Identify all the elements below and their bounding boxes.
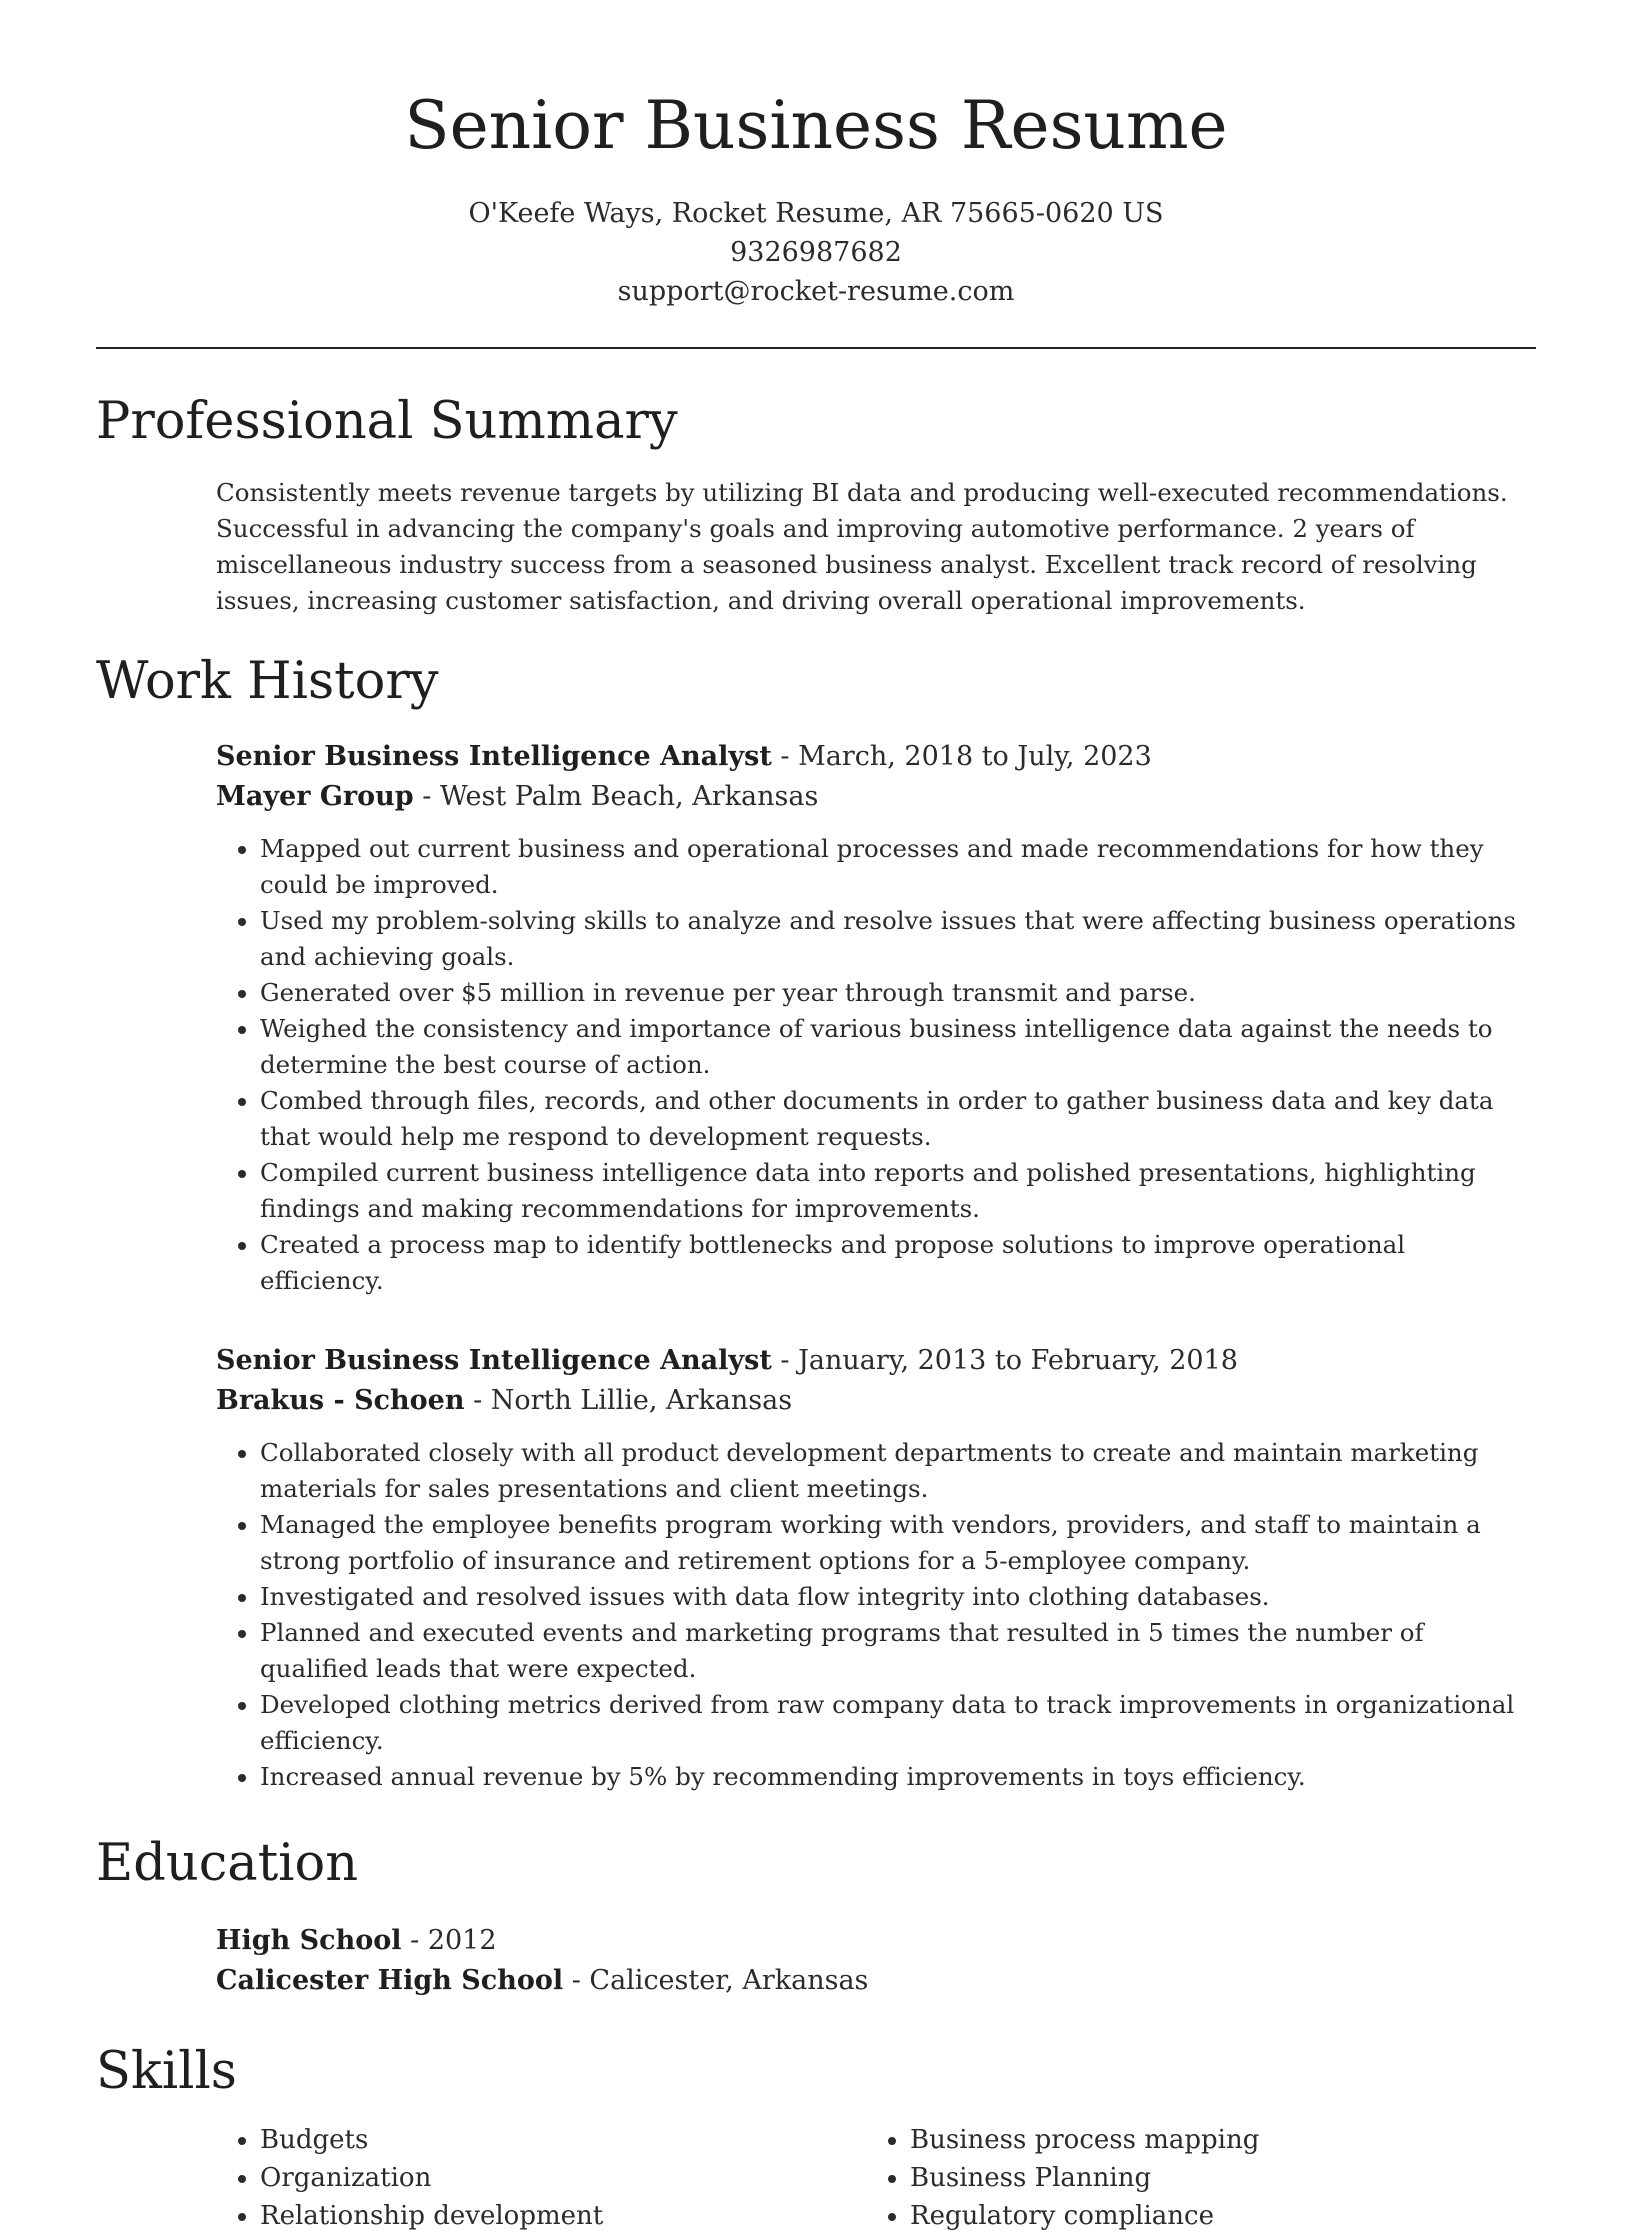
- job-dates: - January, 2013 to February, 2018: [771, 1345, 1238, 1376]
- job-company: Mayer Group: [216, 781, 414, 812]
- job-role: Senior Business Intelligence Analyst: [216, 741, 772, 772]
- summary-text: Consistently meets revenue targets by utilizing BI data and producing well-executed recommendations. Successful in advancing the company's goals and improving automotive performance. 2 years of miscellaneous industry success from a seasoned business analyst. Excellent track record of resolving issues, increasing customer satisfaction, and driving overall operational improvements.: [216, 478, 1508, 615]
- education-degree-line: [216, 1921, 1536, 1961]
- list-item: • Compiled current business intelligence data into reports and polished presentations, highlighting findings and making recommendations for improvements.: [260, 1155, 1536, 1227]
- list-item: • Developed clothing metrics derived from raw company data to track improvements in organizational efficiency.: [260, 1687, 1536, 1759]
- skills-column-left: [216, 2121, 866, 2235]
- job-company-line: [216, 777, 1536, 817]
- resume-page: [96, 0, 1536, 2235]
- job-entry: [216, 1341, 1536, 1795]
- skill-item: • Business process mapping: [910, 2121, 1516, 2159]
- list-item: • Weighed the consistency and importance of various business intelligence data against the needs to determine the best course of action.: [260, 1011, 1536, 1083]
- resume-header: [96, 0, 1536, 311]
- job-role: Senior Business Intelligence Analyst: [216, 1345, 772, 1376]
- section-title-education: Education: [96, 1834, 359, 1893]
- education-degree: High School: [216, 1925, 402, 1956]
- job-bullets: [216, 1435, 1536, 1795]
- section-title-skills: Skills: [96, 2042, 237, 2101]
- list-item: • Planned and executed events and marketing programs that resulted in 5 times the number of qualified leads that were expected.: [260, 1615, 1536, 1687]
- section-title-work: Work History: [96, 652, 439, 711]
- skills-grid: [216, 2121, 1536, 2235]
- job-company: Brakus - Schoen: [216, 1385, 465, 1416]
- contact-email: support@rocket-resume.com: [617, 276, 1015, 307]
- section-education: [96, 1831, 1536, 2001]
- list-item: • Collaborated closely with all product development departments to create and maintain marketing materials for sales presentations and client meetings.: [260, 1435, 1536, 1507]
- job-dates: - March, 2018 to July, 2023: [771, 741, 1152, 772]
- skills-column-right: [866, 2121, 1516, 2235]
- section-title-summary: Professional Summary: [96, 392, 678, 451]
- resume-title: Senior Business Resume: [404, 87, 1228, 164]
- education-year: - 2012: [401, 1925, 497, 1956]
- job-location: - West Palm Beach, Arkansas: [413, 781, 819, 812]
- skill-item: • Budgets: [260, 2121, 866, 2159]
- list-item: • Managed the employee benefits program working with vendors, providers, and staff to maintain a strong portfolio of insurance and retirement options for a 5-employee company.: [260, 1507, 1536, 1579]
- list-item: • Created a process map to identify bottlenecks and propose solutions to improve operational efficiency.: [260, 1227, 1536, 1299]
- job-bullets: [216, 831, 1536, 1299]
- job-heading: [216, 737, 1536, 777]
- skill-item: • Business Planning: [910, 2159, 1516, 2197]
- header-divider: [96, 347, 1536, 349]
- job-entry: [216, 737, 1536, 1299]
- section-summary: [96, 389, 1536, 619]
- contact-block: [96, 194, 1536, 311]
- section-skills: [96, 2039, 1536, 2235]
- list-item: • Increased annual revenue by 5% by recommending improvements in toys efficiency.: [260, 1759, 1536, 1795]
- list-item: • Combed through files, records, and other documents in order to gather business data and key data that would help me respond to development requests.: [260, 1083, 1536, 1155]
- contact-address: O'Keefe Ways, Rocket Resume, AR 75665-0620 US: [468, 198, 1164, 229]
- job-company-line: [216, 1381, 1536, 1421]
- skill-item: • Organization: [260, 2159, 866, 2197]
- education-school: Calicester High School: [216, 1965, 564, 1996]
- list-item: • Investigated and resolved issues with data flow integrity into clothing databases.: [260, 1579, 1536, 1615]
- contact-phone: 9326987682: [730, 237, 902, 268]
- list-item: • Used my problem-solving skills to analyze and resolve issues that were affecting business operations and achieving goals.: [260, 903, 1536, 975]
- education-location: - Calicester, Arkansas: [563, 1965, 869, 1996]
- education-school-line: [216, 1961, 1536, 2001]
- job-heading: [216, 1341, 1536, 1381]
- skill-item: • Relationship development: [260, 2197, 866, 2235]
- education-entry: [216, 1921, 1536, 2001]
- skill-item: • Regulatory compliance: [910, 2197, 1516, 2235]
- list-item: • Mapped out current business and operational processes and made recommendations for how they could be improved.: [260, 831, 1536, 903]
- section-work-history: [96, 649, 1536, 1795]
- job-location: - North Lillie, Arkansas: [464, 1385, 793, 1416]
- list-item: • Generated over $5 million in revenue per year through transmit and parse.: [260, 975, 1536, 1011]
